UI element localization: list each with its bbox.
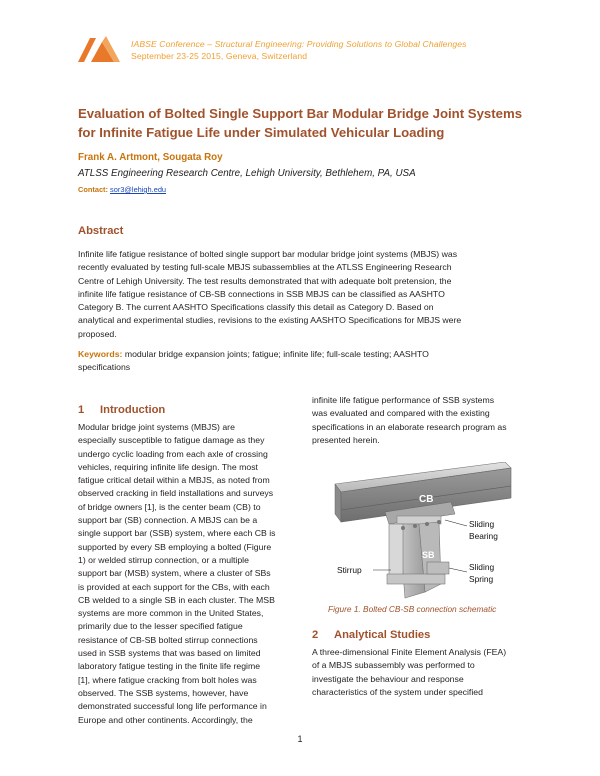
abstract-heading: Abstract xyxy=(78,225,124,237)
page-number: 1 xyxy=(297,734,303,744)
right-column-line: was evaluated and compared with the existing xyxy=(312,408,490,419)
section1-line: undergo cyclic loading from each axle of crossing xyxy=(78,448,268,459)
stirrup-plate xyxy=(389,524,403,580)
section1-line: of bridge owners [1], is the center beam (CB) to xyxy=(78,501,261,512)
paper-title-line1: Evaluation of Bolted Single Support Bar Modular Bridge Joint Systems xyxy=(78,106,523,121)
section1-line: systems are more common in the United States, xyxy=(78,608,264,619)
section1-body xyxy=(78,421,291,727)
label-sliding-spring-2: Spring xyxy=(469,574,494,584)
section1-line: demonstrated successful long life performance in xyxy=(78,701,267,712)
contact xyxy=(78,185,166,194)
section1-line: primarily due to the lesser specified fatigue xyxy=(78,621,243,632)
iabse-logo xyxy=(78,36,120,62)
bolt xyxy=(401,526,405,530)
keywords-line xyxy=(78,348,524,361)
section2-heading xyxy=(312,629,430,641)
label-stirrup: Stirrup xyxy=(337,565,362,575)
section1-number: 1 xyxy=(78,404,85,416)
section1-line: is provided at each support for the CBs, with each xyxy=(78,581,270,592)
bolt xyxy=(425,522,429,526)
contact-email-link[interactable]: sor3@lehigh.edu xyxy=(110,185,167,194)
section1-line: Europe and other continents. Accordingly, the xyxy=(78,714,253,725)
right-column-line: presented herein. xyxy=(312,434,380,445)
section1-line: 1) or welded stirrup connection, or a multiple xyxy=(78,554,249,565)
abstract-line: proposed. xyxy=(78,328,117,339)
keywords-label: Keywords: xyxy=(78,349,123,359)
section1-line: especially susceptible to fatigue damage as they xyxy=(78,435,265,446)
section2-line: characteristics of the system under specified xyxy=(312,686,483,697)
right-column-line: specifications in an elaborate research program as xyxy=(312,421,507,432)
bolt xyxy=(413,524,417,528)
section2-line: of a MBJS subassembly was performed to xyxy=(312,660,475,671)
label-cb: CB xyxy=(419,494,434,505)
abstract-line: recently evaluated by testing full-scale MBJS subassemblies at the ATLSS Engineering Research xyxy=(78,262,452,273)
paper-title xyxy=(78,104,548,142)
contact-label: Contact: xyxy=(78,185,108,194)
label-sliding-bearing-1: Sliding xyxy=(469,519,495,529)
authors: Frank A. Artmont, Sougata Roy xyxy=(78,152,223,163)
right-column-body xyxy=(312,394,525,447)
label-sb: SB xyxy=(422,550,435,560)
section2-line: A three-dimensional Finite Element Analysis (FEA) xyxy=(312,647,507,657)
section1-title: Introduction xyxy=(100,404,166,416)
leader-sliding-spring xyxy=(449,568,467,572)
section1-line: CB welded to a single SB in each cluster. The MSB xyxy=(78,594,275,605)
abstract-line: Category B. The current AASHTO Specifications classify this detail as Category D. Based on xyxy=(78,302,434,313)
right-column-line: infinite life fatigue performance of SSB systems xyxy=(312,395,495,405)
keywords xyxy=(78,348,524,375)
section2-number: 2 xyxy=(312,629,319,641)
keywords-line2: specifications xyxy=(78,362,131,373)
bolt xyxy=(437,520,441,524)
section1-line: fatigue critical detail within a MBJS, as noted from xyxy=(78,475,270,486)
figure1-schematic xyxy=(315,462,525,602)
abstract-line: Infinite life fatigue resistance of bolted single support bar modular bridge joint systems (MBJS) was xyxy=(78,249,458,259)
section1-line: resistance of CB-SB bolted stirrup connections xyxy=(78,634,258,645)
section2-line: investigate the behaviour and response xyxy=(312,673,464,684)
paper-title-line2: for Infinite Fatigue Life under Simulated Vehicular Loading xyxy=(78,125,445,140)
label-sliding-spring-1: Sliding xyxy=(469,562,495,572)
section1-line: vehicles, requiring infinite life design. The most xyxy=(78,461,258,472)
abstract-body xyxy=(78,248,524,341)
keywords-text: modular bridge expansion joints; fatigue; infinite life; full-scale testing; AASHTO xyxy=(124,349,429,359)
abstract-line: infinite life fatigue resistance of CB-SB connections in SSB MBJS can be classified as AASHTO xyxy=(78,288,445,299)
section2-title: Analytical Studies xyxy=(334,629,431,641)
abstract-line: Centre of Lehigh University. The test results demonstrated that with adequate bolt pretension, the xyxy=(78,275,452,286)
abstract-line: analytical and experimental studies, revisions to the existing AASHTO Specifications for MBJS were xyxy=(78,315,462,326)
section1-line: observed cracking in field installations and surveys xyxy=(78,488,274,499)
section1-heading xyxy=(78,404,165,416)
sliding-spring-block xyxy=(427,562,449,574)
section1-line: supported by every SB employing a bolted (Figure xyxy=(78,541,272,552)
section1-line: Modular bridge joint systems (MBJS) are xyxy=(78,422,235,432)
stirrup-base xyxy=(387,574,445,584)
section1-line: used in SSB systems that was based on limited xyxy=(78,648,261,659)
section1-line: [1], where fatigue cracking from bolt holes was xyxy=(78,674,257,685)
affiliation: ATLSS Engineering Research Centre, Lehigh University, Bethlehem, PA, USA xyxy=(78,168,416,179)
section1-line: support bar (MSB) system, where a cluster of SBs xyxy=(78,568,271,579)
conference-title: IABSE Conference – Structural Engineering: Providing Solutions to Global Challenges xyxy=(131,39,467,49)
section2-body xyxy=(312,646,525,699)
figure1-caption: Figure 1. Bolted CB-SB connection schematic xyxy=(328,604,497,614)
leader-sliding-bearing xyxy=(445,520,467,526)
section1-line: laboratory fatigue testing in the finite life regime xyxy=(78,661,261,672)
conference-dates: September 23-25 2015, Geneva, Switzerland xyxy=(131,51,308,61)
label-sliding-bearing-2: Bearing xyxy=(469,531,498,541)
section1-line: support bar (SB) connection. A MBJS can be a xyxy=(78,515,258,526)
section1-line: observed. The SSB systems, however, have xyxy=(78,687,249,698)
section1-line: single support bar (SSB) system, where each CB is xyxy=(78,528,276,539)
